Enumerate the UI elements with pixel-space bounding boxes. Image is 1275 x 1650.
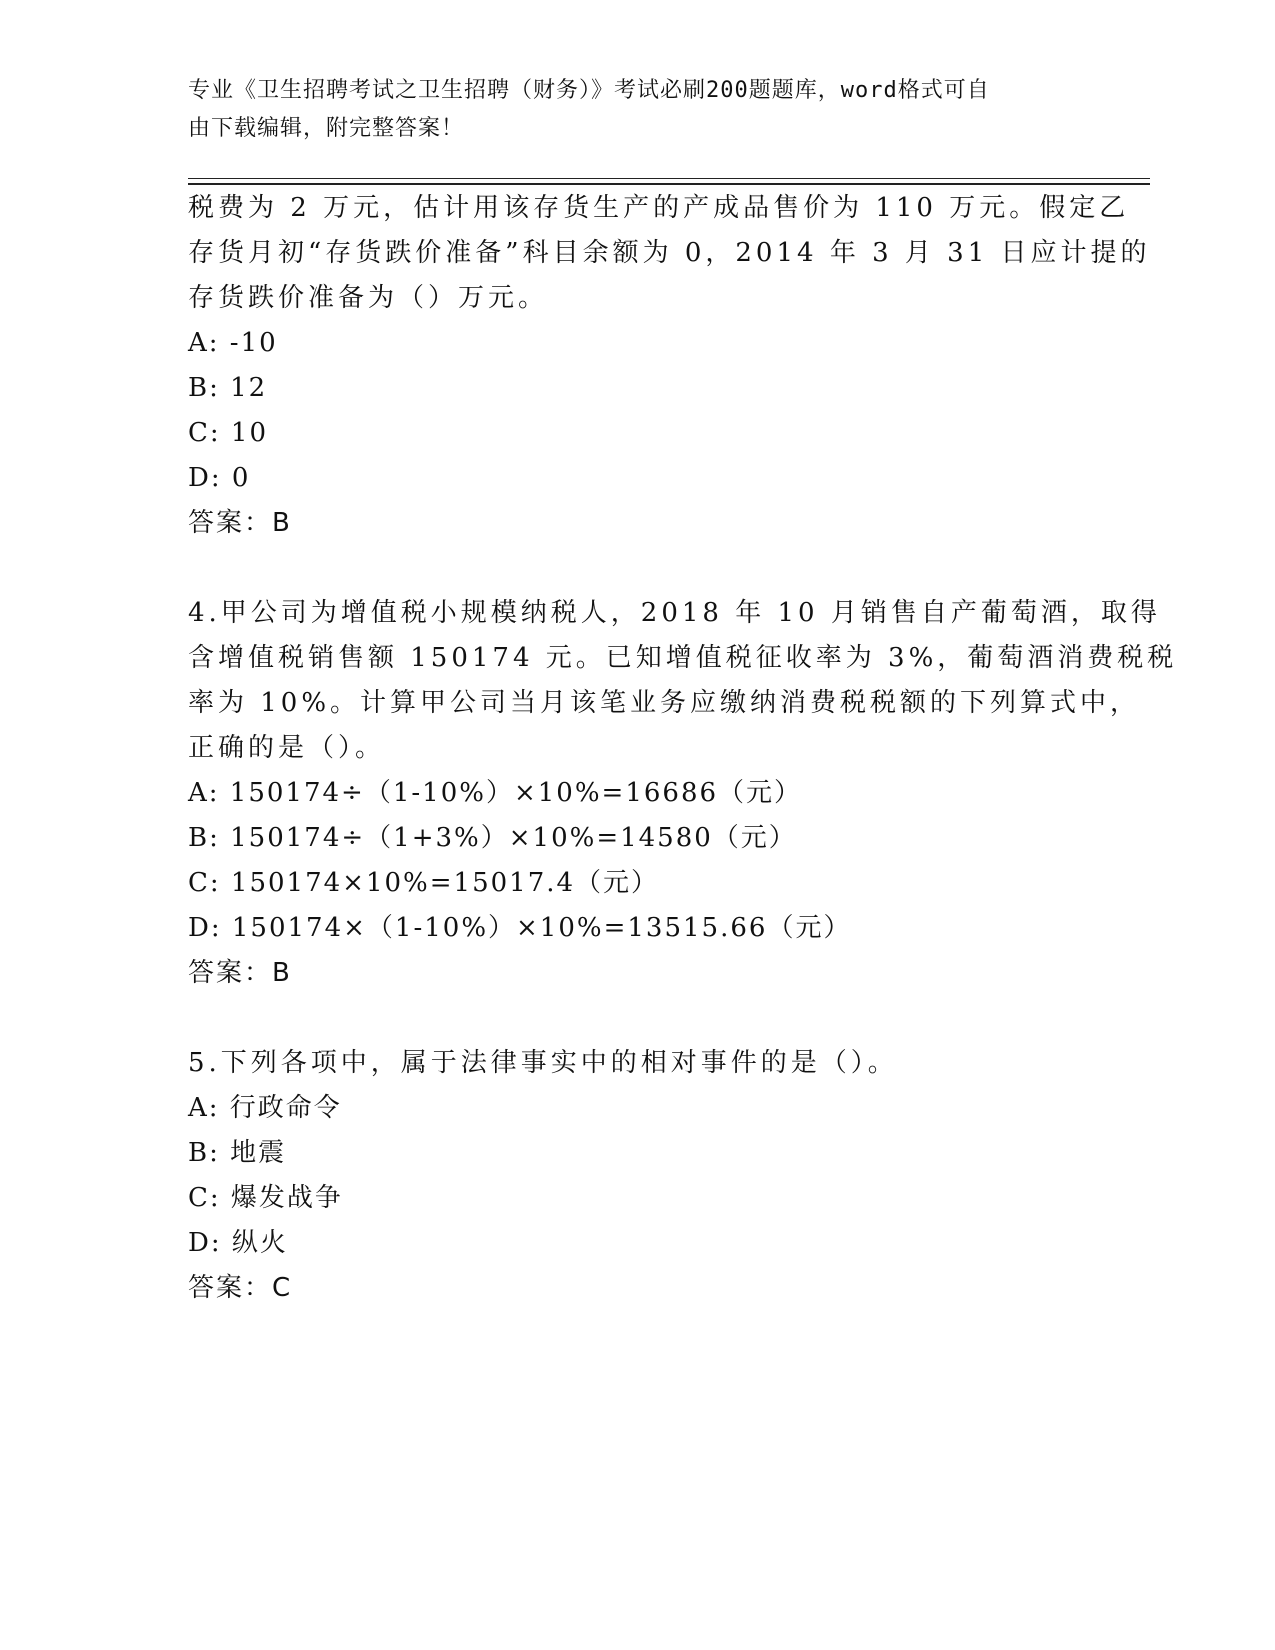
spacer bbox=[188, 546, 1088, 591]
question-3-option-a: A: -10 bbox=[188, 328, 278, 358]
question-5-text-line: 5.下列各项中，属于法律事实中的相对事件的是（）。 bbox=[188, 1048, 898, 1078]
question-4-text-line: 4.甲公司为增值税小规模纳税人，2018 年 10 月销售自产葡萄酒，取得 bbox=[188, 598, 1161, 628]
question-4 bbox=[188, 591, 1178, 996]
question-5-answer: 答案：C bbox=[188, 1273, 293, 1303]
question-5-option-d: D: 纵火 bbox=[188, 1228, 288, 1258]
document-header bbox=[188, 72, 1068, 148]
header-line-1: 专业《卫生招聘考试之卫生招聘（财务）》考试必刷200题题库，word格式可自 bbox=[188, 78, 990, 103]
question-5-option-c: C: 爆发战争 bbox=[188, 1183, 343, 1213]
header-line-2: 由下载编辑，附完整答案！ bbox=[188, 116, 465, 141]
question-4-option-d: D: 150174×（1-10%）×10%=13515.66（元） bbox=[188, 913, 852, 943]
question-4-text-line: 正确的是（）。 bbox=[188, 733, 386, 763]
question-3-answer: 答案：B bbox=[188, 508, 292, 538]
question-3-text-line: 存货月初“存货跌价准备”科目余额为 0，2014 年 3 月 31 日应计提的 bbox=[188, 238, 1151, 268]
question-3-text-line: 存货跌价准备为（）万元。 bbox=[188, 283, 549, 313]
spacer bbox=[188, 996, 1088, 1041]
header-divider-thin bbox=[188, 178, 1150, 179]
question-4-text-line: 率为 10%。计算甲公司当月该笔业务应缴纳消费税税额的下列算式中， bbox=[188, 688, 1141, 718]
question-3-text-line: 税费为 2 万元，估计用该存货生产的产成品售价为 110 万元。假定乙 bbox=[188, 193, 1130, 223]
question-5-option-a: A: 行政命令 bbox=[188, 1093, 342, 1123]
question-list bbox=[188, 186, 1178, 1311]
question-4-option-b: B: 150174÷（1+3%）×10%=14580（元） bbox=[188, 823, 797, 853]
question-4-option-a: A: 150174÷（1-10%）×10%=16686（元） bbox=[188, 778, 803, 808]
question-4-option-c: C: 150174×10%=15017.4（元） bbox=[188, 868, 660, 898]
question-3-option-b: B: 12 bbox=[188, 373, 268, 403]
question-3-option-d: D: 0 bbox=[188, 463, 251, 493]
question-3 bbox=[188, 186, 1151, 546]
question-5 bbox=[188, 1041, 1088, 1311]
header-divider-thick bbox=[188, 183, 1150, 185]
question-4-answer: 答案：B bbox=[188, 958, 292, 988]
question-5-option-b: B: 地震 bbox=[188, 1138, 287, 1168]
question-3-option-c: C: 10 bbox=[188, 418, 269, 448]
question-4-text-line: 含增值税销售额 150174 元。已知增值税征收率为 3%，葡萄酒消费税税 bbox=[188, 643, 1178, 673]
